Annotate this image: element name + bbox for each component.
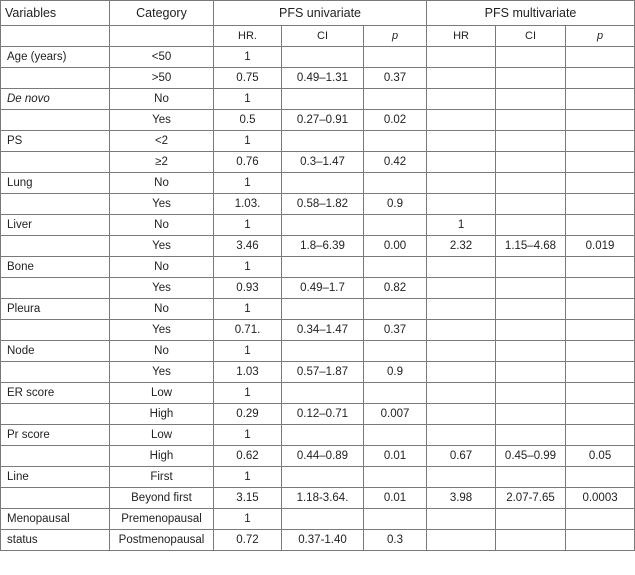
p-multivariate-cell: [566, 299, 635, 320]
variable-cell: Liver: [1, 215, 110, 236]
hr-multivariate-cell: [427, 47, 496, 68]
p-univariate-cell: [364, 299, 427, 320]
hr-univariate-cell: 0.93: [214, 278, 282, 299]
p-multivariate-cell: [566, 47, 635, 68]
variable-cell: Line: [1, 467, 110, 488]
hr-multivariate-cell: [427, 383, 496, 404]
p-multivariate-cell: [566, 215, 635, 236]
ci-univariate-cell: 0.37-1.40: [282, 530, 364, 551]
p-univariate-cell: 0.37: [364, 68, 427, 89]
table-row: [1, 131, 635, 152]
hr-univariate-cell: 1: [214, 173, 282, 194]
p-univariate-cell: [364, 383, 427, 404]
table-row: [1, 110, 635, 131]
table-body: [1, 47, 635, 551]
table-row: [1, 362, 635, 383]
table-row: [1, 446, 635, 467]
hr-univariate-cell: 1: [214, 89, 282, 110]
table-row: [1, 68, 635, 89]
p-univariate-cell: [364, 47, 427, 68]
ci-univariate-cell: [282, 257, 364, 278]
blank-header-cell: [110, 26, 214, 47]
table-row: [1, 530, 635, 551]
hr-multivariate-cell: [427, 530, 496, 551]
p-multivariate-cell: [566, 320, 635, 341]
p-univariate-cell: [364, 89, 427, 110]
hr-univariate-cell: 1.03.: [214, 194, 282, 215]
hr-univariate-cell: 1: [214, 509, 282, 530]
variable-cell: [1, 446, 110, 467]
hr-univariate-cell: 3.46: [214, 236, 282, 257]
hr-multivariate-cell: [427, 278, 496, 299]
ci-multivariate-cell: [496, 467, 566, 488]
p-univariate-header: p: [364, 26, 427, 47]
ci-univariate-cell: [282, 89, 364, 110]
p-univariate-cell: [364, 215, 427, 236]
ci-multivariate-cell: [496, 530, 566, 551]
category-cell: No: [110, 257, 214, 278]
hr-univariate-cell: 0.29: [214, 404, 282, 425]
p-multivariate-cell: [566, 383, 635, 404]
hr-multivariate-cell: [427, 320, 496, 341]
variable-cell: [1, 362, 110, 383]
category-cell: Beyond first: [110, 488, 214, 509]
hr-univariate-cell: 1.03: [214, 362, 282, 383]
hr-multivariate-cell: [427, 425, 496, 446]
ci-univariate-cell: [282, 383, 364, 404]
p-multivariate-cell: [566, 362, 635, 383]
ci-univariate-cell: [282, 173, 364, 194]
hr-multivariate-cell: 1: [427, 215, 496, 236]
p-univariate-cell: 0.9: [364, 362, 427, 383]
header-row-2: [1, 26, 635, 47]
table-row: [1, 173, 635, 194]
category-cell: <2: [110, 131, 214, 152]
category-cell: First: [110, 467, 214, 488]
ci-univariate-cell: 0.49–1.7: [282, 278, 364, 299]
p-multivariate-cell: 0.05: [566, 446, 635, 467]
p-multivariate-cell: [566, 173, 635, 194]
variables-header: Variables: [1, 1, 110, 26]
ci-multivariate-cell: 0.45–0.99: [496, 446, 566, 467]
p-univariate-cell: 0.007: [364, 404, 427, 425]
hr-multivariate-cell: [427, 509, 496, 530]
variable-cell: Menopausal: [1, 509, 110, 530]
ci-multivariate-cell: [496, 509, 566, 530]
variable-cell: Pleura: [1, 299, 110, 320]
hr-univariate-header: HR.: [214, 26, 282, 47]
p-univariate-cell: [364, 131, 427, 152]
ci-multivariate-cell: 1.15–4.68: [496, 236, 566, 257]
hr-multivariate-cell: [427, 299, 496, 320]
p-univariate-cell: [364, 173, 427, 194]
p-multivariate-cell: [566, 425, 635, 446]
ci-univariate-cell: 0.27–0.91: [282, 110, 364, 131]
ci-univariate-cell: [282, 425, 364, 446]
variable-cell: [1, 404, 110, 425]
variable-cell: status: [1, 530, 110, 551]
ci-univariate-cell: [282, 47, 364, 68]
category-cell: Yes: [110, 320, 214, 341]
p-univariate-cell: 0.3: [364, 530, 427, 551]
ci-univariate-cell: 0.3–1.47: [282, 152, 364, 173]
ci-multivariate-cell: [496, 257, 566, 278]
variable-cell: [1, 278, 110, 299]
category-cell: >50: [110, 68, 214, 89]
category-cell: Postmenopausal: [110, 530, 214, 551]
p-univariate-cell: 0.02: [364, 110, 427, 131]
p-multivariate-cell: [566, 89, 635, 110]
header-row-1: [1, 1, 635, 26]
category-cell: Yes: [110, 362, 214, 383]
category-cell: No: [110, 173, 214, 194]
table-row: [1, 152, 635, 173]
ci-multivariate-cell: [496, 404, 566, 425]
table-row: [1, 425, 635, 446]
variable-cell: [1, 194, 110, 215]
ci-univariate-cell: 0.58–1.82: [282, 194, 364, 215]
pfs-multivariate-header: PFS multivariate: [427, 1, 635, 26]
p-univariate-cell: [364, 425, 427, 446]
p-multivariate-cell: [566, 110, 635, 131]
table-row: [1, 257, 635, 278]
hr-univariate-cell: 0.71.: [214, 320, 282, 341]
variable-cell: PS: [1, 131, 110, 152]
ci-univariate-cell: 0.12–0.71: [282, 404, 364, 425]
category-cell: Yes: [110, 110, 214, 131]
ci-univariate-cell: [282, 341, 364, 362]
ci-multivariate-cell: [496, 215, 566, 236]
ci-univariate-cell: 1.18-3.64.: [282, 488, 364, 509]
ci-multivariate-cell: [496, 131, 566, 152]
table-row: [1, 488, 635, 509]
ci-multivariate-cell: [496, 341, 566, 362]
variable-cell: De novo: [1, 89, 110, 110]
category-cell: No: [110, 215, 214, 236]
hr-multivariate-cell: 2.32: [427, 236, 496, 257]
hr-univariate-cell: 0.62: [214, 446, 282, 467]
table-row: [1, 215, 635, 236]
hr-univariate-cell: 0.76: [214, 152, 282, 173]
p-multivariate-cell: [566, 278, 635, 299]
hr-multivariate-cell: [427, 89, 496, 110]
p-multivariate-cell: [566, 467, 635, 488]
category-cell: <50: [110, 47, 214, 68]
category-header: Category: [110, 1, 214, 26]
category-cell: Yes: [110, 278, 214, 299]
p-univariate-cell: 0.01: [364, 488, 427, 509]
p-univariate-cell: 0.82: [364, 278, 427, 299]
ci-multivariate-cell: [496, 278, 566, 299]
category-cell: Premenopausal: [110, 509, 214, 530]
table-row: [1, 194, 635, 215]
ci-univariate-cell: [282, 299, 364, 320]
ci-multivariate-header: CI: [496, 26, 566, 47]
category-cell: ≥2: [110, 152, 214, 173]
p-multivariate-cell: [566, 257, 635, 278]
ci-multivariate-cell: [496, 194, 566, 215]
p-multivariate-cell: [566, 194, 635, 215]
ci-univariate-cell: [282, 509, 364, 530]
hr-univariate-cell: 1: [214, 341, 282, 362]
table-row: [1, 467, 635, 488]
p-multivariate-cell: [566, 131, 635, 152]
ci-univariate-header: CI: [282, 26, 364, 47]
variable-cell: Node: [1, 341, 110, 362]
table-row: [1, 299, 635, 320]
table-row: [1, 278, 635, 299]
ci-multivariate-cell: [496, 173, 566, 194]
ci-multivariate-cell: [496, 362, 566, 383]
hr-multivariate-cell: [427, 152, 496, 173]
variable-cell: [1, 68, 110, 89]
hr-univariate-cell: 1: [214, 383, 282, 404]
p-multivariate-header: p: [566, 26, 635, 47]
p-univariate-cell: [364, 257, 427, 278]
hr-multivariate-cell: [427, 173, 496, 194]
hr-multivariate-cell: [427, 131, 496, 152]
ci-multivariate-cell: [496, 299, 566, 320]
table-row: [1, 47, 635, 68]
p-univariate-cell: [364, 467, 427, 488]
variable-cell: [1, 236, 110, 257]
category-cell: Low: [110, 425, 214, 446]
ci-univariate-cell: 0.49–1.31: [282, 68, 364, 89]
variable-cell: ER score: [1, 383, 110, 404]
category-cell: High: [110, 404, 214, 425]
hr-univariate-cell: 3.15: [214, 488, 282, 509]
p-univariate-cell: 0.00: [364, 236, 427, 257]
hr-multivariate-cell: [427, 404, 496, 425]
table-row: [1, 236, 635, 257]
variable-cell: Age (years): [1, 47, 110, 68]
hr-univariate-cell: 1: [214, 425, 282, 446]
p-multivariate-cell: 0.019: [566, 236, 635, 257]
ci-multivariate-cell: [496, 89, 566, 110]
hr-univariate-cell: 0.75: [214, 68, 282, 89]
category-cell: No: [110, 299, 214, 320]
blank-header-cell: [1, 26, 110, 47]
variable-cell: [1, 320, 110, 341]
category-cell: Yes: [110, 194, 214, 215]
variable-cell: Pr score: [1, 425, 110, 446]
hr-univariate-cell: 1: [214, 257, 282, 278]
hr-univariate-cell: 1: [214, 467, 282, 488]
ci-multivariate-cell: [496, 425, 566, 446]
hr-univariate-cell: 1: [214, 131, 282, 152]
variable-cell: Bone: [1, 257, 110, 278]
table-row: [1, 404, 635, 425]
hr-multivariate-cell: [427, 68, 496, 89]
hr-multivariate-cell: [427, 257, 496, 278]
category-cell: Yes: [110, 236, 214, 257]
p-univariate-cell: 0.9: [364, 194, 427, 215]
ci-multivariate-cell: [496, 320, 566, 341]
ci-multivariate-cell: 2.07-7.65: [496, 488, 566, 509]
hr-multivariate-header: HR: [427, 26, 496, 47]
p-multivariate-cell: [566, 530, 635, 551]
p-multivariate-cell: [566, 509, 635, 530]
ci-univariate-cell: 0.57–1.87: [282, 362, 364, 383]
hr-multivariate-cell: [427, 341, 496, 362]
hr-multivariate-cell: [427, 110, 496, 131]
p-multivariate-cell: [566, 404, 635, 425]
category-cell: No: [110, 341, 214, 362]
category-cell: No: [110, 89, 214, 110]
table-row: [1, 89, 635, 110]
variable-cell: [1, 488, 110, 509]
ci-multivariate-cell: [496, 68, 566, 89]
ci-multivariate-cell: [496, 47, 566, 68]
hr-univariate-cell: 1: [214, 215, 282, 236]
hr-univariate-cell: 0.5: [214, 110, 282, 131]
table-row: [1, 383, 635, 404]
hr-multivariate-cell: [427, 362, 496, 383]
p-univariate-cell: [364, 509, 427, 530]
p-univariate-cell: 0.37: [364, 320, 427, 341]
hr-univariate-cell: 1: [214, 47, 282, 68]
table-row: [1, 320, 635, 341]
p-univariate-cell: 0.42: [364, 152, 427, 173]
p-multivariate-cell: 0.0003: [566, 488, 635, 509]
table-row: [1, 509, 635, 530]
hr-multivariate-cell: [427, 467, 496, 488]
ci-multivariate-cell: [496, 110, 566, 131]
variable-cell: [1, 152, 110, 173]
ci-univariate-cell: 0.44–0.89: [282, 446, 364, 467]
hr-univariate-cell: 0.72: [214, 530, 282, 551]
ci-univariate-cell: 1.8–6.39: [282, 236, 364, 257]
ci-multivariate-cell: [496, 152, 566, 173]
ci-univariate-cell: 0.34–1.47: [282, 320, 364, 341]
category-cell: High: [110, 446, 214, 467]
ci-multivariate-cell: [496, 383, 566, 404]
hr-multivariate-cell: 3.98: [427, 488, 496, 509]
category-cell: Low: [110, 383, 214, 404]
hr-univariate-cell: 1: [214, 299, 282, 320]
hr-multivariate-cell: [427, 194, 496, 215]
p-univariate-cell: [364, 341, 427, 362]
ci-univariate-cell: [282, 131, 364, 152]
p-multivariate-cell: [566, 152, 635, 173]
p-univariate-cell: 0.01: [364, 446, 427, 467]
p-multivariate-cell: [566, 68, 635, 89]
p-multivariate-cell: [566, 341, 635, 362]
pfs-univariate-header: PFS univariate: [214, 1, 427, 26]
variable-cell: [1, 110, 110, 131]
variable-cell: Lung: [1, 173, 110, 194]
ci-univariate-cell: [282, 215, 364, 236]
ci-univariate-cell: [282, 467, 364, 488]
hr-multivariate-cell: 0.67: [427, 446, 496, 467]
table-row: [1, 341, 635, 362]
